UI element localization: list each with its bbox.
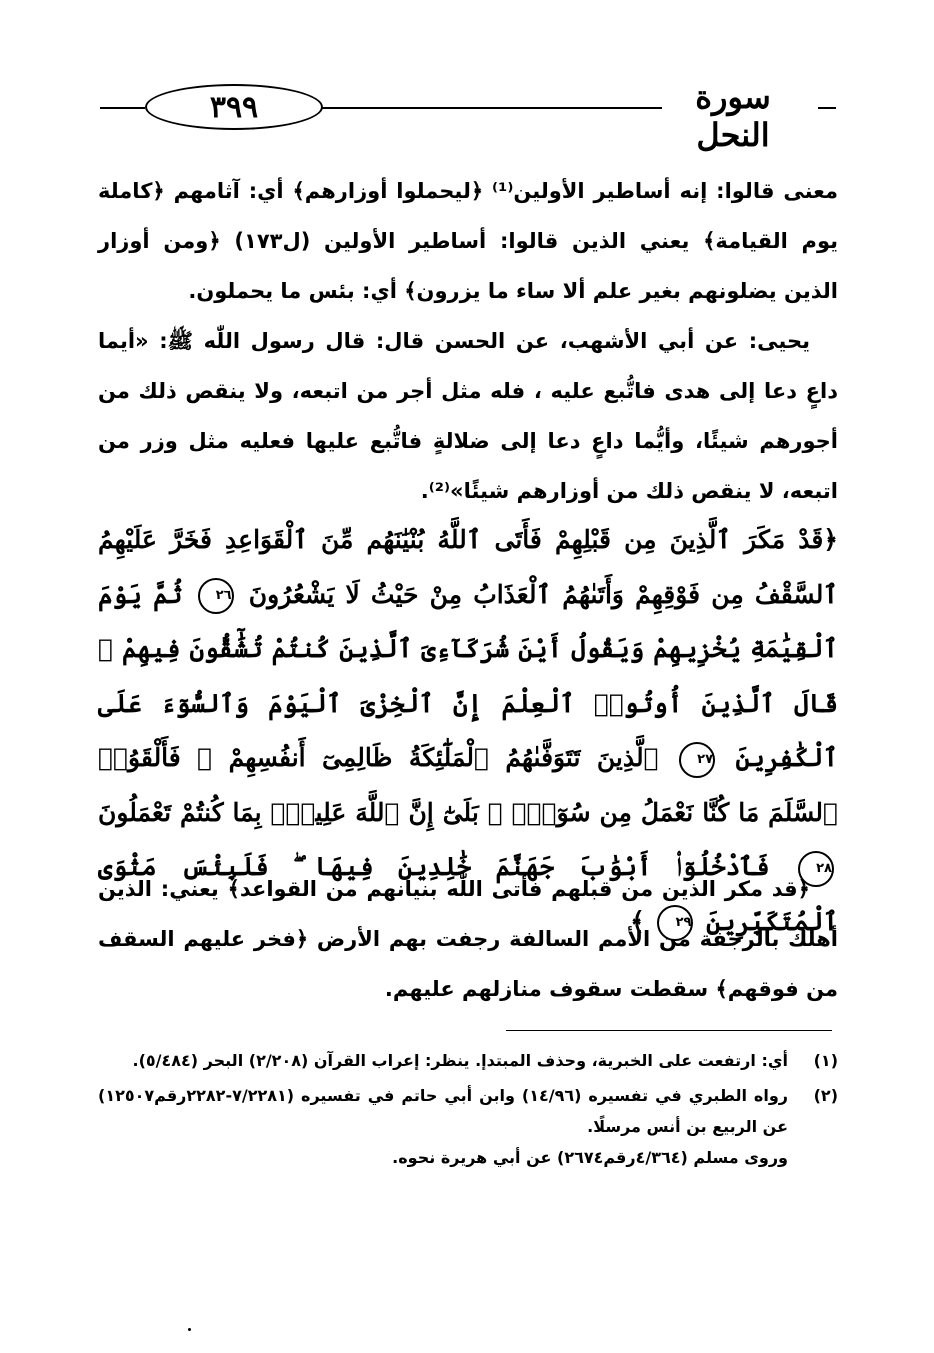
- footnote-number: (١): [813, 1051, 838, 1070]
- commentary-paragraph-1: [98, 166, 838, 316]
- footnote-1: [98, 1045, 838, 1076]
- ayah-marker-29: ٢٩: [657, 905, 693, 941]
- ayah-marker-27: ٢٧: [679, 742, 715, 778]
- verse-28: ٱلَّذِينَ تَتَوَفَّىٰهُمُ ٱلْمَلَٰٓئِكَةُ ظَالِمِىٓ أَنفُسِهِمْ ۖ فَأَلْقَوُا۟ ٱلسَّلَمَ مَا كُنَّا نَعْمَلُ مِن سُوٓءٍۭ ۚ بَلَىٰٓ إِنَّ ٱللَّهَ عَلِيمٌۢ بِمَا كُنتُمْ تَعْمَلُونَ: [98, 743, 838, 827]
- header-rule-right: [818, 107, 836, 109]
- verse-closing-bracket: ﴾: [630, 906, 645, 936]
- commentary-paragraph-2: [98, 864, 838, 1014]
- verse-26: ﴿قَدْ مَكَرَ ٱلَّذِينَ مِن قَبْلِهِمْ فَأَتَى ٱللَّهُ بُنْيَٰنَهُم مِّنَ ٱلْقَوَاعِدِ فَخَرَّ عَلَيْهِمُ ٱلسَّقْفُ مِن فَوْقِهِمْ وَأَتَىٰهُمُ ٱلْعَذَابُ مِنْ حَيْثُ لَا يَشْعُرُونَ: [98, 525, 838, 609]
- ayah-marker-26: ٢٦: [198, 578, 234, 614]
- commentary-text-2: ﴿قد مكر الذين من قبلهم فأتى اللّٰه بنيانهم من القواعد﴾ يعني: الذين أهلك بالرجفة من الأمم السالفة رجفت بهم الأرض ﴿فخر عليهم السقف من فوقهم﴾ سقطت سقوف منازلهم عليهم.: [98, 877, 838, 1001]
- footnote-number: (٢): [813, 1086, 838, 1105]
- commentary-text: معنى قالوا: إنه أساطير الأولين⁽¹⁾ ﴿ليحملوا أوزارهم﴾ أي: آثامهم ﴿كاملة يوم القيامة﴾ يعني الذين قالوا: أساطير الأولين (ل١٧٣) ﴿ومن أوزار الذين يضلونهم بغير علم ألا ساء ما يزرون﴾ أي: بئس ما يحملون.: [98, 179, 838, 303]
- ayah-marker-28: ٢٨: [798, 851, 834, 887]
- page-number: ٣٩٩: [145, 84, 323, 130]
- hadith-paragraph: [98, 316, 838, 516]
- surah-title: سورة النحل: [695, 78, 771, 154]
- verse-29: فَٱدْخُلُوٓا۟ أَبْوَٰبَ جَهَنَّمَ خَٰلِدِينَ فِيهَا ۖ فَلَبِئْسَ مَثْوَى ٱلْمُتَكَبِّرِينَ: [98, 852, 838, 936]
- header-rule-middle: [322, 107, 662, 109]
- footnote-2-continuation: وروى مسلم (٤/٣٦٤رقم٢٦٧٤) عن أبي هريرة نحوه.: [392, 1148, 788, 1167]
- footnote-text: أي: ارتفعت على الخبرية، وحذف المبتدإ. ينظر: إعراب القرآن (٢/٢٠٨) البحر (٥/٤٨٤).: [132, 1051, 788, 1070]
- footnote-separator: [506, 1030, 832, 1031]
- print-speck: [188, 1328, 191, 1331]
- footnotes: [98, 1045, 838, 1173]
- verse-27: ثُمَّ يَوْمَ ٱلْقِيَٰمَةِ يُخْزِيهِمْ وَيَقُولُ أَيْنَ شُرَكَآءِىَ ٱلَّذِينَ كُنتُمْ تُشَٰٓقُّونَ فِيهِمْ ۚ قَالَ ٱلَّذِينَ أُوتُوا۟ ٱلْعِلْمَ إِنَّ ٱلْخِزْىَ ٱلْيَوْمَ وَٱلسُّوٓءَ عَلَى ٱلْكَٰفِرِينَ: [98, 579, 838, 772]
- header-rule-left: [100, 107, 145, 109]
- hadith-text: يحيى: عن أبي الأشهب، عن الحسن قال: قال رسول اللّٰه ﷺ: «أيما داعٍ دعا إلى هدى فاتُّبع عليه ، فله مثل أجر من اتبعه، ولا ينقص ذلك من أجورهم شيئًا، وأيُّما داعٍ دعا إلى ضلالةٍ فاتُّبع عليها فعليه مثل وزر من اتبعه، لا ينقص ذلك من أوزارهم شيئًا»⁽²⁾.: [98, 329, 838, 503]
- page-header: [100, 78, 836, 154]
- footnote-text: رواه الطبري في تفسيره (١٤/٩٦) وابن أبي حاتم في تفسيره (٧/٢٢٨١-٢٢٨٢رقم١٢٥٠٧) عن الربيع بن أنس مرسلًا.: [98, 1086, 788, 1136]
- footnote-2: [98, 1080, 838, 1142]
